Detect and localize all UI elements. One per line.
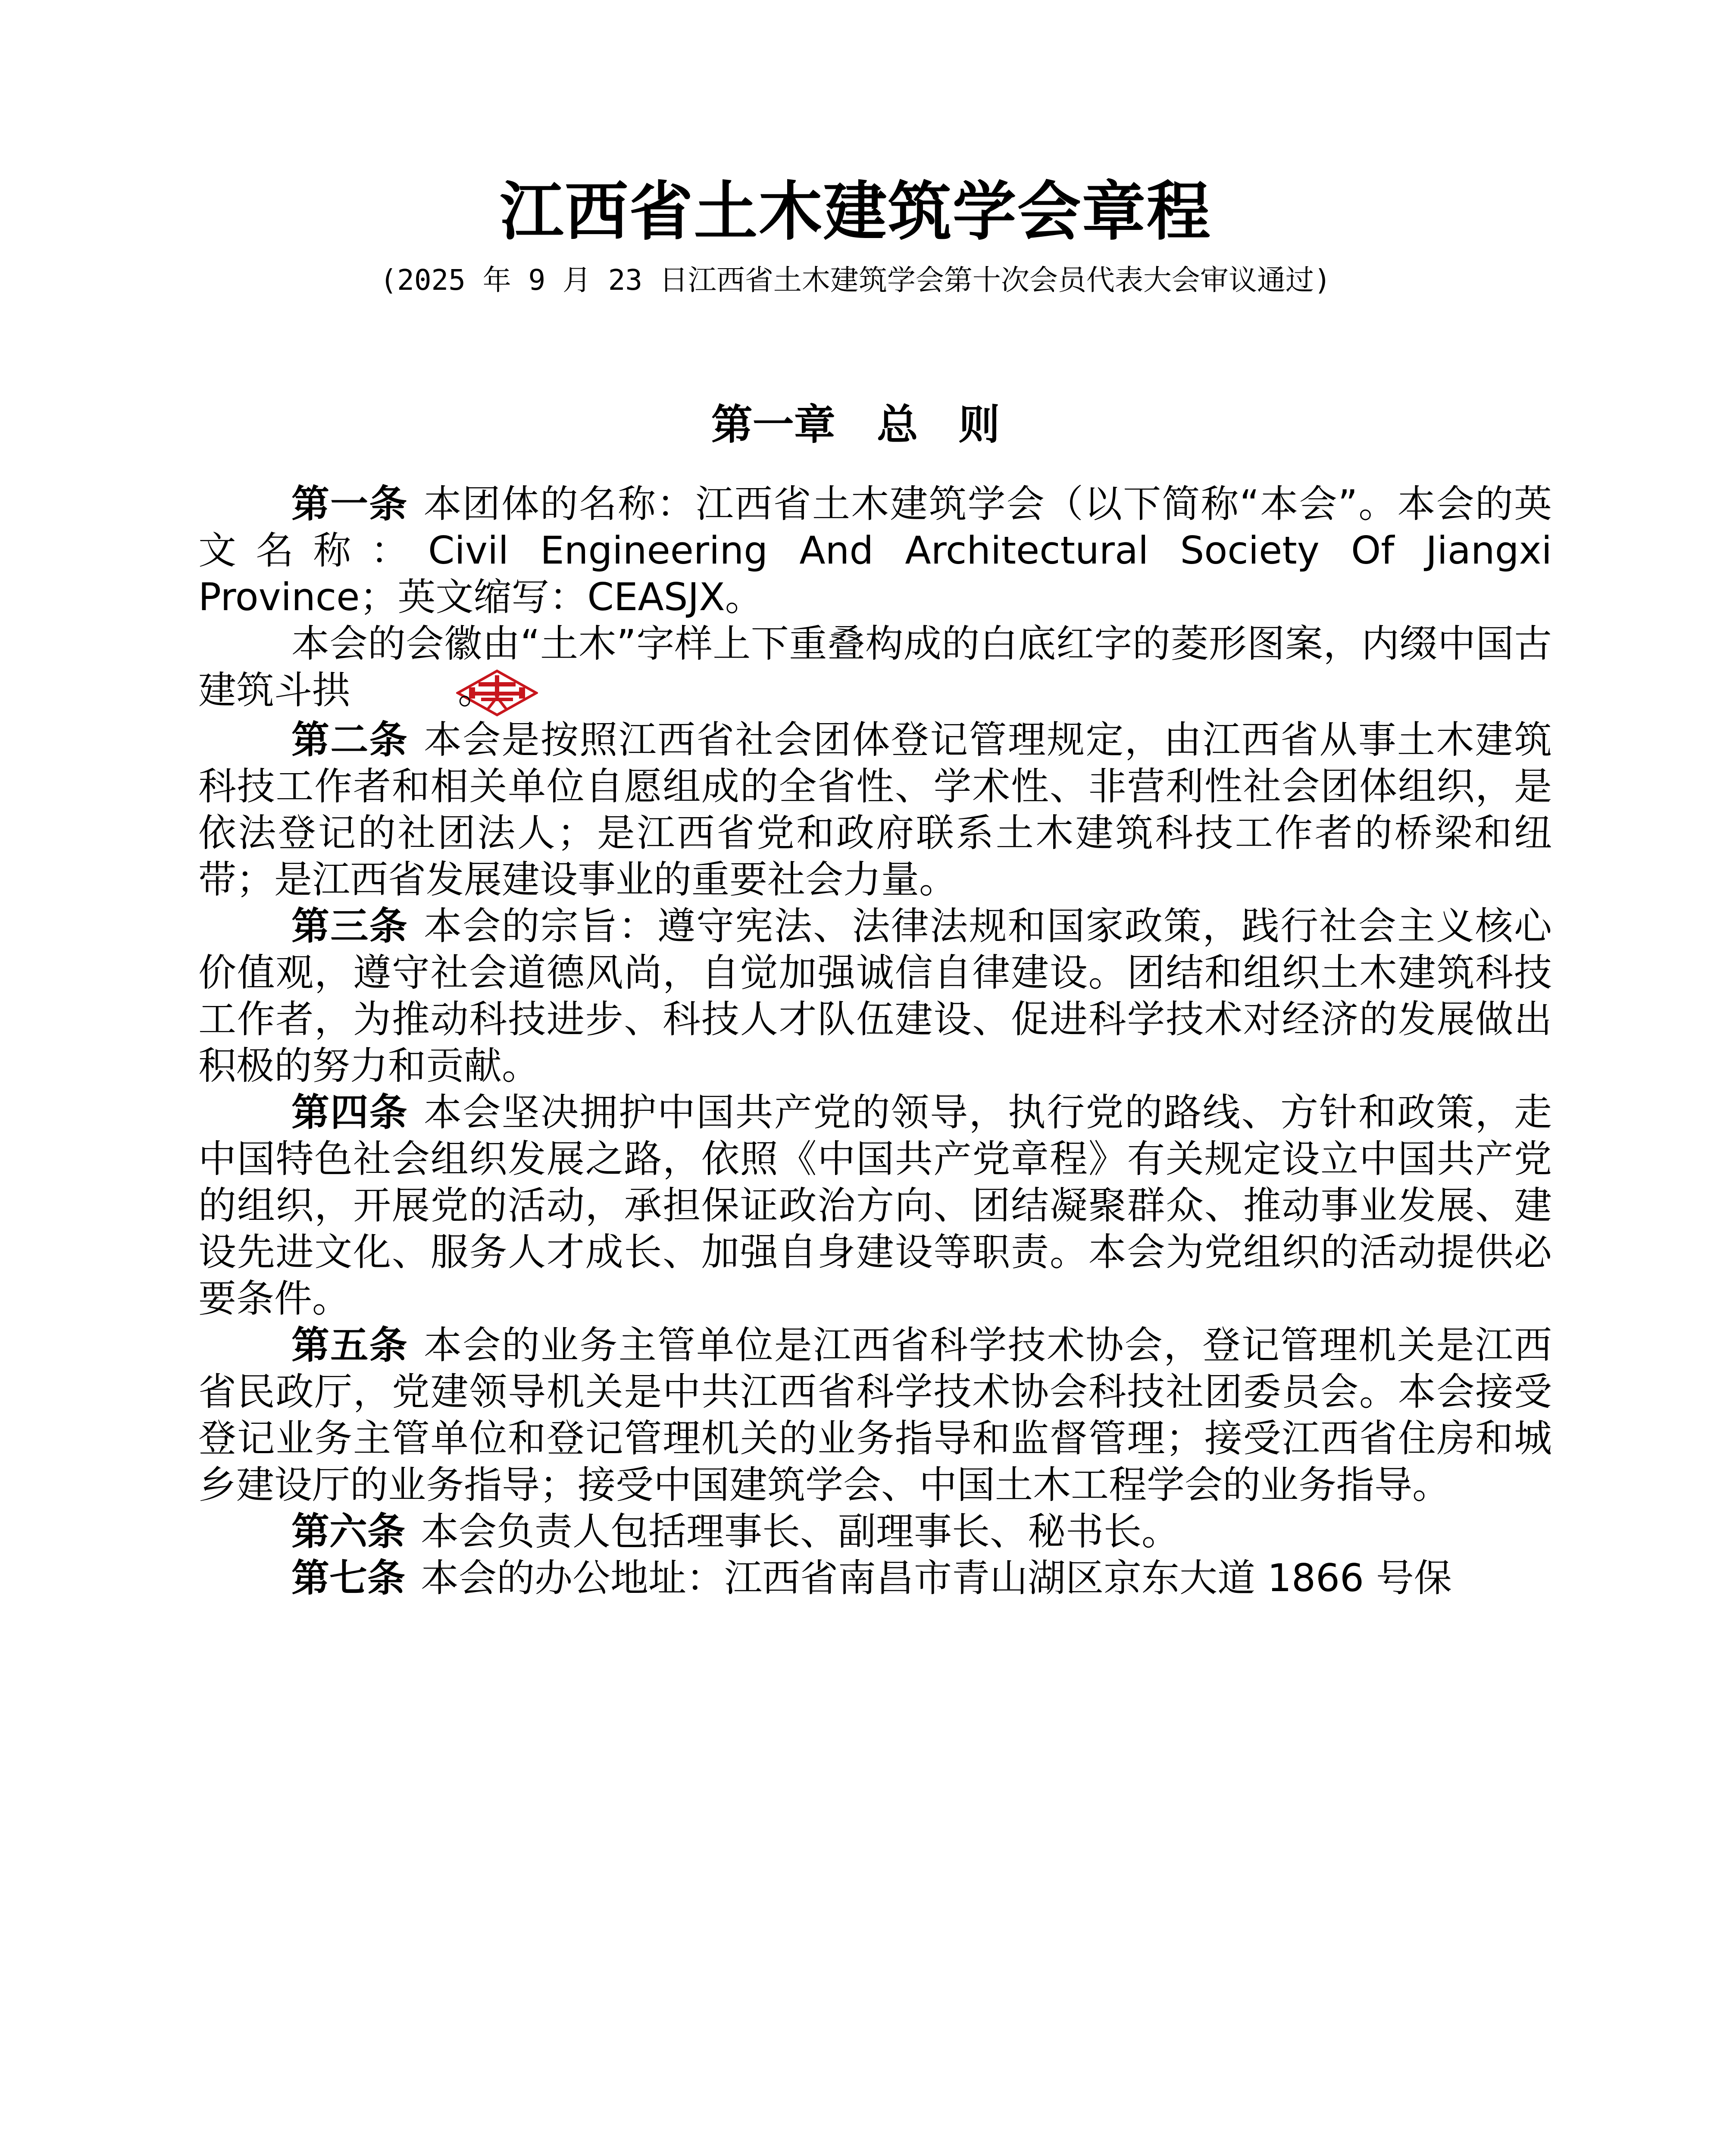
article-6 bbox=[198, 1508, 1552, 1555]
document-subtitle: (2025 年 9 月 23 日江西省土木建筑学会第十次会员代表大会审议通过) bbox=[380, 263, 1331, 297]
emblem-paragraph bbox=[198, 620, 1552, 717]
article-text: 本会的业务主管单位是江西省科学技术协会，登记管理机关是江西省民政厅，党建领导机关是中共江西省科学技术协会科技社团委员会。本会接受登记业务主管单位和登记管理机关的业务指导和监督管理；接受江西省住房和城乡建设厅的业务指导；接受中国建筑学会、中国土木工程学会的业务指导。 bbox=[198, 1323, 1552, 1507]
article-label: 第三条 bbox=[291, 904, 408, 949]
article-label: 第四条 bbox=[291, 1090, 408, 1135]
article-text: 本会负责人包括理事长、副理事长、秘书长。 bbox=[421, 1509, 1180, 1554]
article-text: 本会的宗旨：遵守宪法、法律法规和国家政策，践行社会主义核心价值观，遵守社会道德风尚，自觉加强诚信自律建设。团结和组织土木建筑科技工作者，为推动科技进步、科技人才队伍建设、促进科学技术对经济的发展做出积极的努力和贡献。 bbox=[198, 904, 1552, 1088]
article-label: 第二条 bbox=[291, 718, 408, 762]
document-title: 江西省土木建筑学会章程 bbox=[500, 174, 1211, 249]
article-label: 第七条 bbox=[291, 1556, 406, 1601]
document-body bbox=[198, 481, 1552, 1601]
article-label: 第五条 bbox=[291, 1323, 408, 1368]
article-text: 本会是按照江西省社会团体登记管理规定，由江西省从事土木建筑科技工作者和相关单位自愿组成的全省性、学术性、非营利性社会团体组织，是依法登记的社团法人；是江西省党和政府联系土木建筑科技工作者的桥梁和纽带；是江西省发展建设事业的重要社会力量。 bbox=[198, 718, 1552, 902]
article-text: 本会的办公地址：江西省南昌市青山湖区京东大道 1866 号保 bbox=[421, 1556, 1452, 1601]
article-text: 本会坚决拥护中国共产党的领导，执行党的路线、方针和政策，走中国特色社会组织发展之路，依照《中国共产党章程》有关规定设立中国共产党的组织，开展党的活动，承担保证政治方向、团结凝聚群众、推动事业发展、建设先进文化、服务人才成长、加强自身建设等职责。本会为党组织的活动提供必要条件。 bbox=[198, 1090, 1552, 1321]
article-text: 本团体的名称：江西省土木建筑学会（以下简称“本会”。本会的英文名称：Civil Engineering And Architectural Society Of Jiangxi Province；英文缩写：CEASJX。 bbox=[198, 482, 1552, 619]
article-1 bbox=[198, 481, 1552, 620]
article-label: 第六条 bbox=[291, 1509, 406, 1554]
emblem-text-after: 。 bbox=[458, 668, 496, 712]
article-label: 第一条 bbox=[291, 482, 408, 526]
article-3 bbox=[198, 903, 1552, 1089]
article-5 bbox=[198, 1322, 1552, 1508]
article-7 bbox=[198, 1555, 1552, 1601]
emblem-text-before: 本会的会徽由“土木”字样上下重叠构成的白底红字的菱形图案，内缀中国古建筑斗拱 bbox=[198, 621, 1552, 712]
article-2 bbox=[198, 717, 1552, 903]
chapter-heading: 第一章 总 则 bbox=[711, 401, 1000, 449]
society-emblem-icon bbox=[363, 669, 445, 717]
article-4 bbox=[198, 1089, 1552, 1322]
